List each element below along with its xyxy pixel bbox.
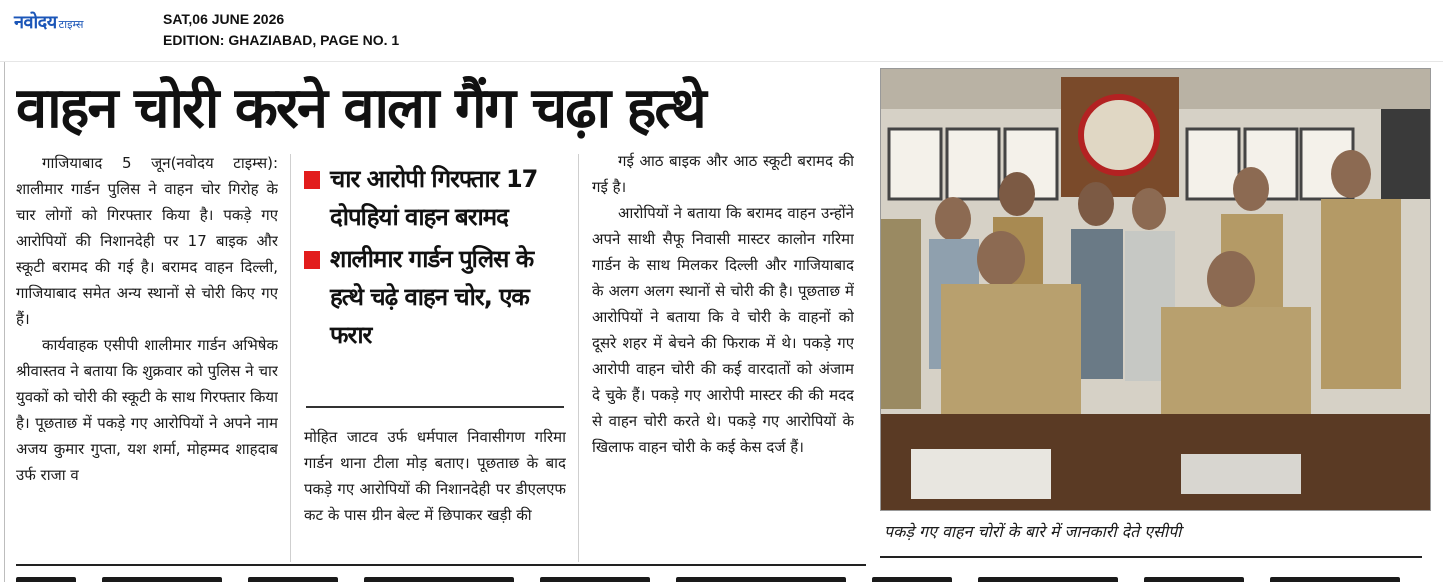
issue-date: SAT,06 JUNE 2026 — [163, 11, 285, 27]
article-column-2 — [304, 424, 566, 562]
section-divider — [16, 564, 866, 566]
highlight-item — [304, 240, 566, 354]
next-headline-fragment — [16, 572, 1426, 582]
article-column-3 — [592, 148, 854, 562]
article-paragraph: आरोपियों ने बताया कि बरामद वाहन उन्होंने अपने साथी सैफू निवासी मास्टर कालोन गरिमा गार्डन के साथ मिलकर दिल्ली और गाजियाबाद के अलग अलग स्थानों से चोरी की है। पूछताछ में आरोपियों ने बताया कि वे चोरी के वाहनों को दूसरे शहर में बेचने की फिराक में थे। पकड़े गए आरोपी वाहन चोरी की कई वारदातों को अंजाम दे चुके हैं। पकड़े गए आरोपी मास्टर की की मदद से वाहन चोरी करते थे। पकड़े गए आरोपियों के खिलाफ वाहन चोरी के कई केस दर्ज हैं। — [592, 204, 854, 456]
column-divider — [578, 154, 579, 562]
logo-sub-text: टाइम्स — [58, 18, 84, 31]
article-column-1 — [16, 150, 278, 562]
article-paragraph: कार्यवाहक एसीपी शालीमार गार्डन अभिषेक श्रीवास्तव ने बताया कि शुक्रवार को पुलिस ने चार युवकों को चोरी की स्कूटी के साथ गिरफ्तार किया है। पूछताछ में पकड़े गए आरोपियों ने अपने नाम अजय कुमार गुप्ता, यश शर्मा, मोहम्मद शाहदाब उर्फ राजा व — [16, 336, 278, 484]
page-border — [4, 62, 5, 582]
highlight-divider — [306, 406, 564, 408]
column-divider — [290, 154, 291, 562]
section-divider — [880, 556, 1422, 558]
newspaper-logo[interactable] — [14, 10, 83, 34]
press-conference-image — [881, 69, 1431, 511]
red-square-bullet-icon — [304, 171, 320, 189]
article-paragraph: गाजियाबाद 5 जून(नवोदय टाइम्स): शालीमार गार्डन पुलिस ने वाहन चोर गिरोह के चार लोगों को गिरफ्तार किया है। पकड़े गए आरोपियों की निशानदेही पर 17 बाइक और स्कूटी बरामद की गई है। बरामद वाहन दिल्ली, गाजियाबाद समेत अन्य स्थानों से चोरी किए गए हैं। — [16, 154, 278, 328]
logo-main-text: नवोदय — [14, 12, 57, 33]
red-square-bullet-icon — [304, 251, 320, 269]
article-photo[interactable] — [880, 68, 1431, 511]
highlight-text: शालीमार गार्डन पुलिस के हत्थे चढ़े वाहन चोर, एक फरार — [330, 245, 534, 349]
photo-caption: पकड़े गए वाहन चोरों के बारे में जानकारी देते एसीपी — [884, 522, 1182, 541]
highlight-text: चार आरोपी गिरफ्तार 17 दोपहियां वाहन बरामद — [330, 165, 538, 231]
article-paragraph: गई आठ बाइक और आठ स्कूटी बरामद की गई है। — [592, 152, 854, 196]
edition-page: EDITION: GHAZIABAD, PAGE NO. 1 — [163, 32, 400, 48]
highlight-item — [304, 160, 566, 236]
article-paragraph: मोहित जाटव उर्फ धर्मपाल निवासीगण गरिमा गार्डन थाना टीला मोड़ बताए। पूछताछ के बाद पकड़े गए आरोपियों की निशानदेही पर डीएलएफ कट के पास ग्रीन बेल्ट में छिपाकर खड़ी की — [304, 428, 566, 524]
edition-info — [163, 9, 399, 51]
article-headline: वाहन चोरी करने वाला गैंग चढ़ा हत्थे — [16, 76, 705, 141]
masthead-bar — [0, 0, 1443, 62]
highlight-box — [304, 160, 566, 358]
